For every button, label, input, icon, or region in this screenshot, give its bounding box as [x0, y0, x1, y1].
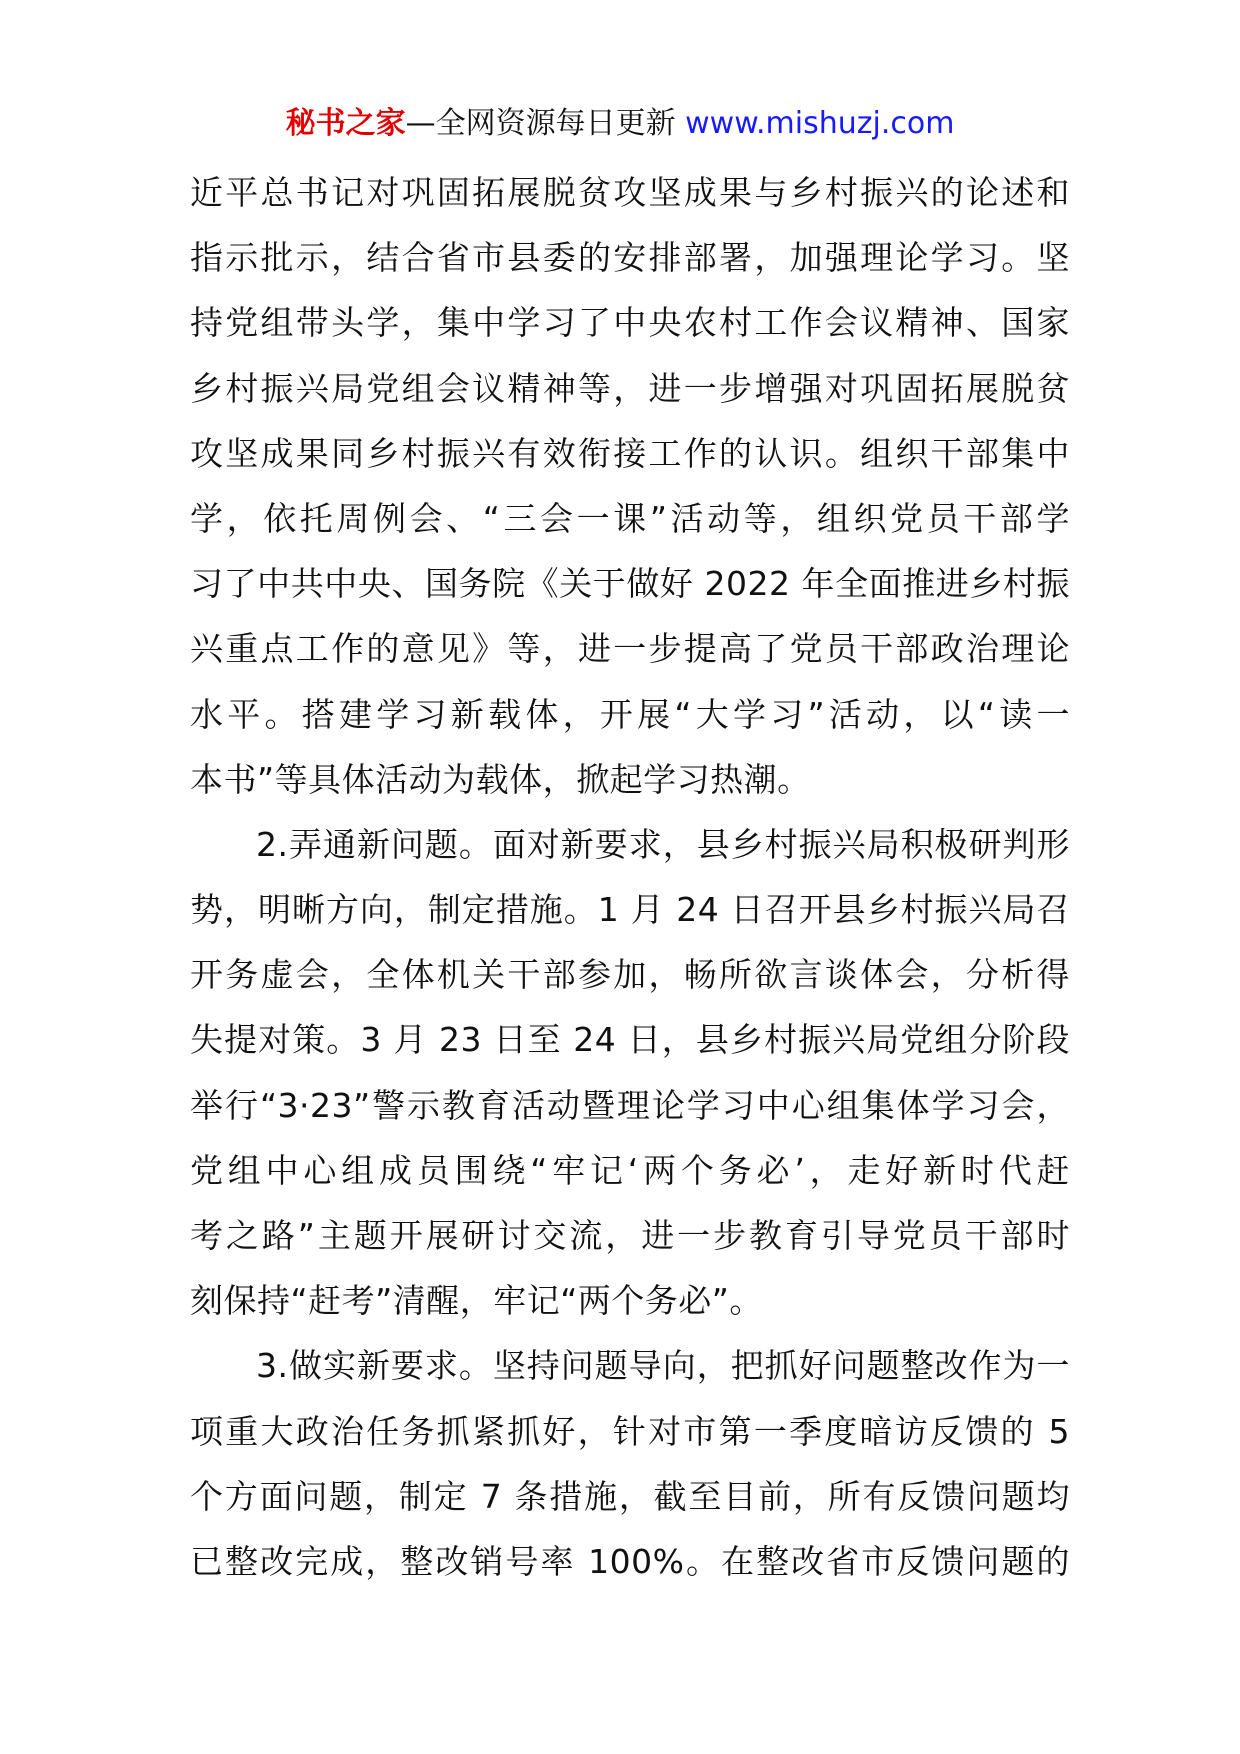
text-line: 水平。搭建学习新载体，开展“大学习”活动，以“读一 [190, 694, 1070, 734]
text-line: 党组中心组成员围绕“牢记‘两个务必’，走好新时代赶 [190, 1150, 1070, 1190]
text-line: 开务虚会，全体机关干部参加，畅所欲言谈体会，分析得 [190, 955, 1070, 995]
text-line: 考之路”主题开展研讨交流，进一步教育引导党员干部时 [190, 1216, 1070, 1255]
paragraph-1 [190, 160, 1070, 812]
text-line: 3.做实新要求。坚持问题导向，把抓好问题整改作为一 [256, 1346, 1070, 1386]
text-line: 失提对策。3 月 23 日至 24 日，县乡村振兴局党组分阶段 [190, 1020, 1070, 1060]
text-line: 势，明晰方向，制定措施。1 月 24 日召开县乡村振兴局召 [190, 890, 1070, 930]
text-line: 本书”等具体活动为载体，掀起学习热潮。 [190, 759, 811, 799]
text-line: 习了中共中央、国务院《关于做好 2022 年全面推进乡村振 [190, 564, 1070, 604]
text-line: 2.弄通新问题。面对新要求，县乡村振兴局积极研判形 [256, 824, 1070, 864]
text-line: 刻保持“赶考”清醒，牢记“两个务必”。 [190, 1281, 763, 1321]
site-header [0, 102, 1240, 146]
site-brand: 秘书之家 [285, 106, 406, 141]
paragraph-2 [190, 812, 1070, 1334]
paragraph-3 [190, 1333, 1070, 1594]
text-line: 学，依托周例会、“三会一课”活动等，组织党员干部学 [190, 498, 1070, 538]
text-line: 个方面问题，制定 7 条措施，截至目前，所有反馈问题均 [190, 1476, 1070, 1516]
text-line: 兴重点工作的意见》等，进一步提高了党员干部政治理论 [190, 629, 1070, 669]
text-line: 指示批示，结合省市县委的安排部署，加强理论学习。坚 [190, 238, 1070, 278]
document-body [190, 160, 1070, 1594]
text-line: 乡村振兴局党组会议精神等，进一步增强对巩固拓展脱贫 [190, 368, 1070, 408]
text-line: 近平总书记对巩固拓展脱贫攻坚成果与乡村振兴的论述和 [190, 173, 1070, 212]
text-line: 举行“3·23”警示教育活动暨理论学习中心组集体学习会， [190, 1085, 1070, 1125]
text-line: 持党组带头学，集中学习了中央农村工作会议精神、国家 [190, 303, 1070, 343]
site-url-link[interactable]: www.mishuzj.com [685, 106, 955, 141]
text-line: 已整改完成，整改销号率 100%。在整改省市反馈问题的 [190, 1541, 1070, 1581]
site-tagline: —全网资源每日更新 [405, 106, 676, 141]
text-line: 攻坚成果同乡村振兴有效衔接工作的认识。组织干部集中 [190, 433, 1070, 473]
text-line: 项重大政治任务抓紧抓好，针对市第一季度暗访反馈的 5 [190, 1411, 1070, 1451]
